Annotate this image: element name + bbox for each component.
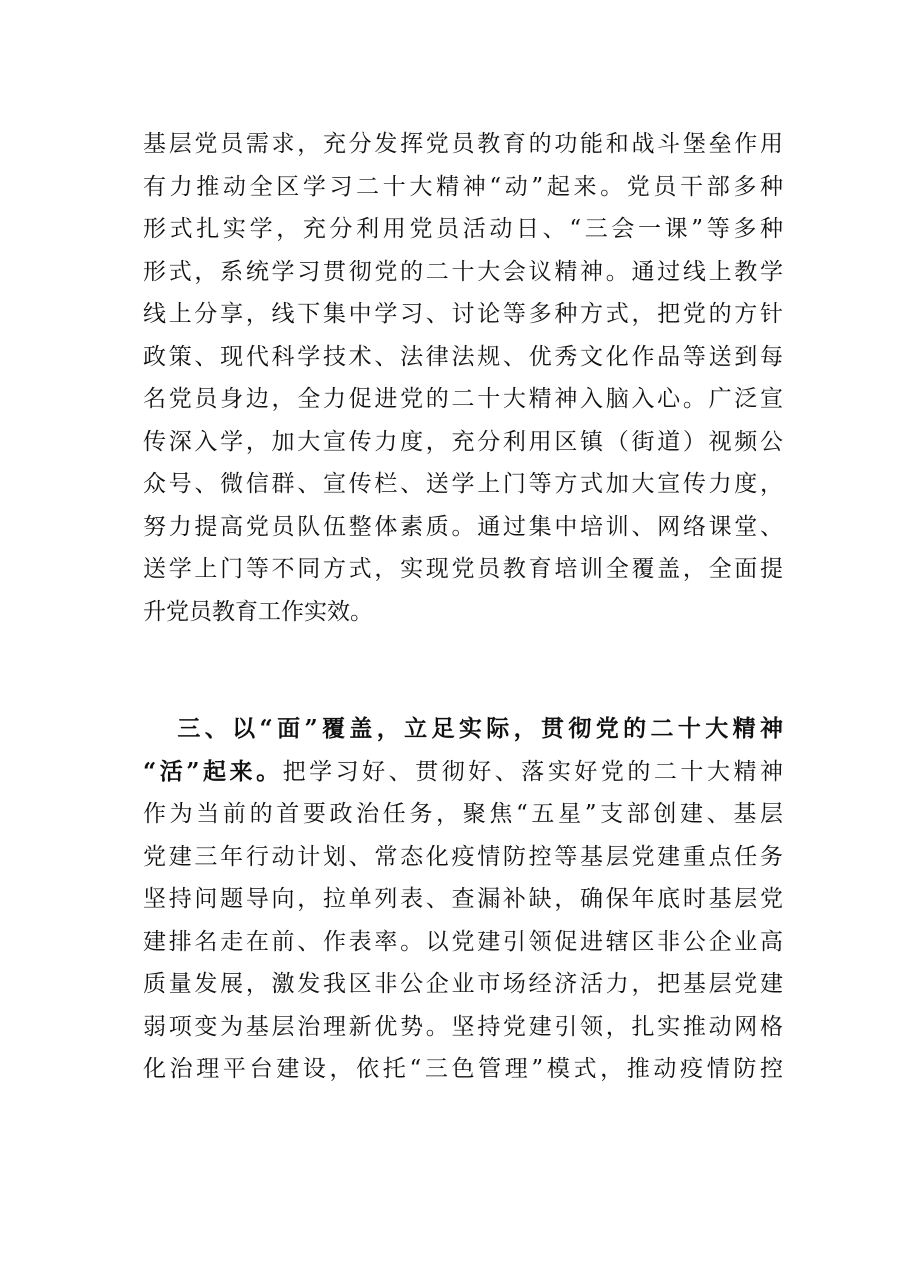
text-line: 基层党员需求，充分发挥党员教育的功能和战斗堡垒作用	[143, 131, 783, 157]
text-line: 名党员身边，全力促进党的二十大精神入脑入心。广泛宣	[143, 386, 783, 412]
text-run: 把学习好、贯彻好、落实好党的二十大精神	[282, 758, 783, 785]
text-line: 传深入学，加大宣传力度，充分利用区镇（街道）视频公	[143, 428, 783, 455]
section-heading: 三、以“面”覆盖，立足实际，贯彻党的二十大精神	[173, 715, 783, 742]
text-line	[143, 751, 783, 794]
text-line: 形式扎实学，充分利用党员活动日、“三会一课”等多种	[143, 216, 783, 242]
section-heading-end: “活”起来。	[143, 757, 283, 785]
text-line: 建排名走在前、作表率。以党建引领促进辖区非公企业高	[143, 928, 783, 955]
text-line: 形式，系统学习贯彻党的二十大会议精神。通过线上教学	[143, 258, 783, 285]
text-line: 化治理平台建设，依托“三色管理”模式，推动疫情防控	[143, 1056, 783, 1082]
text-line: 弱项变为基层治理新优势。坚持党建引领，扎实推动网格	[143, 1013, 783, 1040]
text-line: 党建三年行动计划、常态化疫情防控等基层党建重点任务	[143, 843, 783, 870]
text-line: 努力提高党员队伍整体素质。通过集中培训、网络课堂、	[143, 513, 783, 540]
text-line: 质量发展，激发我区非公企业市场经济活力，把基层党建	[143, 971, 783, 997]
text-line: 线上分享，线下集中学习、讨论等多种方式，把党的方针	[143, 301, 783, 327]
text-line: 作为当前的首要政治任务，聚焦“五星”支部创建、基层	[143, 801, 783, 827]
text-line: 升党员教育工作实效。	[143, 598, 373, 625]
section-heading-line	[143, 708, 783, 751]
text-line: 众号、微信群、宣传栏、送学上门等方式加大宣传力度，	[143, 471, 783, 497]
paragraph-party-education	[143, 123, 783, 633]
text-line: 送学上门等不同方式，实现党员教育培训全覆盖，全面提	[143, 556, 783, 582]
text-line: 有力推动全区学习二十大精神“动”起来。党员干部多种	[143, 173, 783, 200]
paragraph-section-three	[143, 708, 783, 1091]
text-line: 坚持问题导向，拉单列表、查漏补缺，确保年底时基层党	[143, 886, 783, 912]
text-line: 政策、现代科学技术、法律法规、优秀文化作品等送到每	[143, 343, 783, 370]
